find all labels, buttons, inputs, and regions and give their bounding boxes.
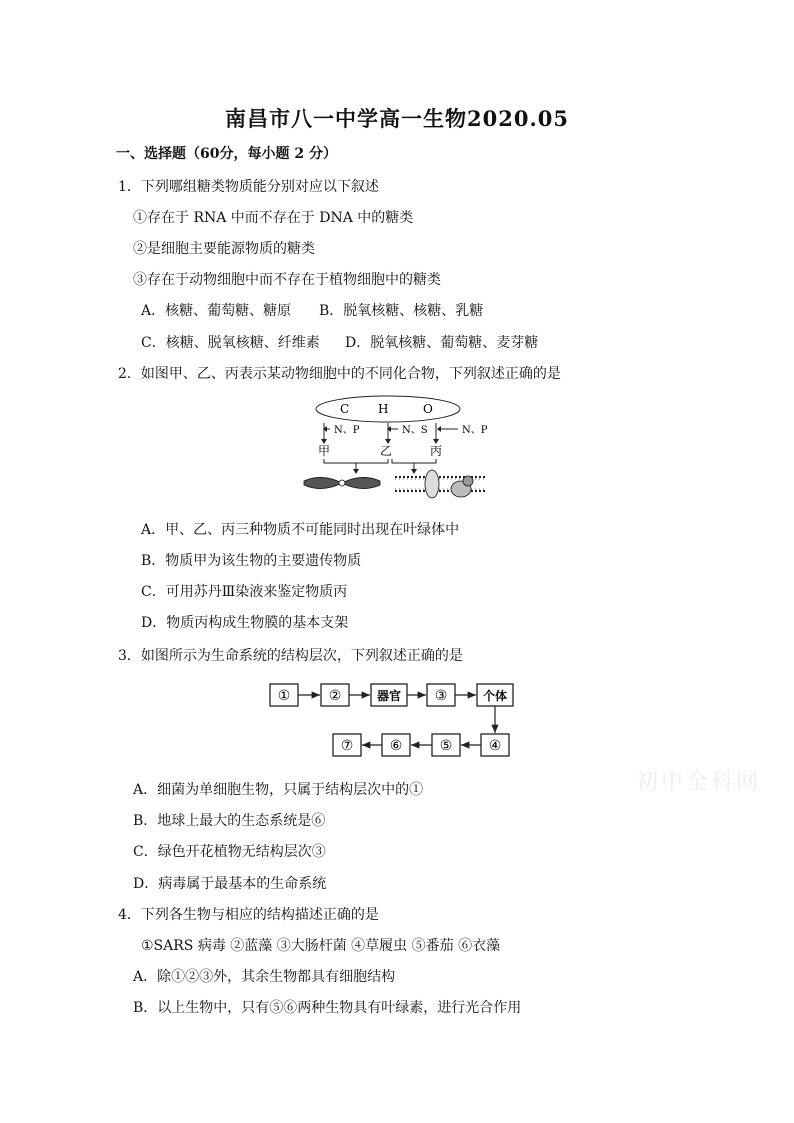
q3-option-d: D．病毒属于最基本的生命系统 — [133, 876, 327, 892]
label-ns-mid: N、S — [402, 425, 428, 436]
q2-stem: 2．如图甲、乙、丙表示某动物细胞中的不同化合物，下列叙述正确的是 — [118, 366, 561, 382]
section-heading: 一、选择题（60分，每小题 2 分） — [116, 146, 337, 162]
level-7: ⑦ — [340, 738, 354, 754]
q4-option-a: A．除①②③外，其余生物都具有细胞结构 — [133, 969, 396, 985]
q1-option-b: B．脱氧核糖、核糖、乳糖 — [319, 303, 484, 319]
chromosome-drawing — [304, 477, 380, 488]
q1-stem: 1．下列哪组糖类物质能分别对应以下叙述 — [118, 179, 379, 195]
label-bing: 丙 — [430, 444, 443, 458]
level-organ: 器官 — [376, 689, 402, 703]
element-o: O — [423, 402, 433, 416]
label-np-left: N、P — [334, 425, 360, 436]
page-title: 南昌市八一中学高一生物2020.05 — [225, 106, 569, 131]
cell-membrane-drawing — [395, 470, 485, 498]
level-5: ⑤ — [439, 738, 453, 754]
q3-hierarchy-figure — [266, 676, 522, 766]
element-h: H — [378, 402, 389, 416]
level-1: ① — [277, 688, 291, 704]
label-jia: 甲 — [318, 444, 331, 458]
q1-option-d: D．脱氧核糖、葡萄糖、麦芽糖 — [345, 335, 539, 351]
level-individual: 个体 — [482, 689, 508, 703]
q1-condition-3: ③存在于动物细胞中而不存在于植物细胞中的糖类 — [133, 272, 441, 288]
level-4: ④ — [488, 738, 502, 754]
q4-option-b: B．以上生物中，只有⑤⑥两种生物具有叶绿素，进行光合作用 — [133, 1000, 522, 1016]
q2-compound-figure — [300, 393, 510, 503]
level-6: ⑥ — [389, 738, 403, 754]
label-np-right: N、P — [462, 425, 488, 436]
q1-option-a: A．核糖、葡萄糖、糖原 — [141, 303, 292, 319]
label-yi: 乙 — [380, 444, 393, 458]
q1-option-c: C．核糖、脱氧核糖、纤维素 — [141, 335, 320, 351]
q3-option-c: C．绿色开花植物无结构层次③ — [133, 844, 326, 860]
q3-option-a: A．细菌为单细胞生物，只属于结构层次中的① — [133, 782, 424, 798]
q2-option-a: A．甲、乙、丙三种物质不可能同时出现在叶绿体中 — [141, 522, 460, 538]
watermark: 初中全科网 — [636, 770, 762, 795]
level-3: ③ — [434, 688, 448, 704]
q1-condition-1: ①存在于 RNA 中而不存在于 DNA 中的糖类 — [133, 210, 414, 226]
q3-option-b: B．地球上最大的生态系统是⑥ — [133, 813, 326, 829]
q1-condition-2: ②是细胞主要能源物质的糖类 — [133, 241, 315, 257]
element-c: C — [340, 402, 350, 416]
q2-option-b: B．物质甲为该生物的主要遗传物质 — [141, 553, 362, 569]
level-2: ② — [328, 688, 342, 704]
q3-stem: 3．如图所示为生命系统的结构层次，下列叙述正确的是 — [118, 648, 463, 664]
q4-organisms: ①SARS 病毒 ②蓝藻 ③大肠杆菌 ④草履虫 ⑤番茄 ⑥衣藻 — [141, 938, 501, 954]
q2-option-c: C．可用苏丹Ⅲ染液来鉴定物质丙 — [141, 584, 348, 600]
q2-option-d: D．物质丙构成生物膜的基本支架 — [141, 615, 349, 631]
q4-stem: 4．下列各生物与相应的结构描述正确的是 — [118, 907, 379, 923]
